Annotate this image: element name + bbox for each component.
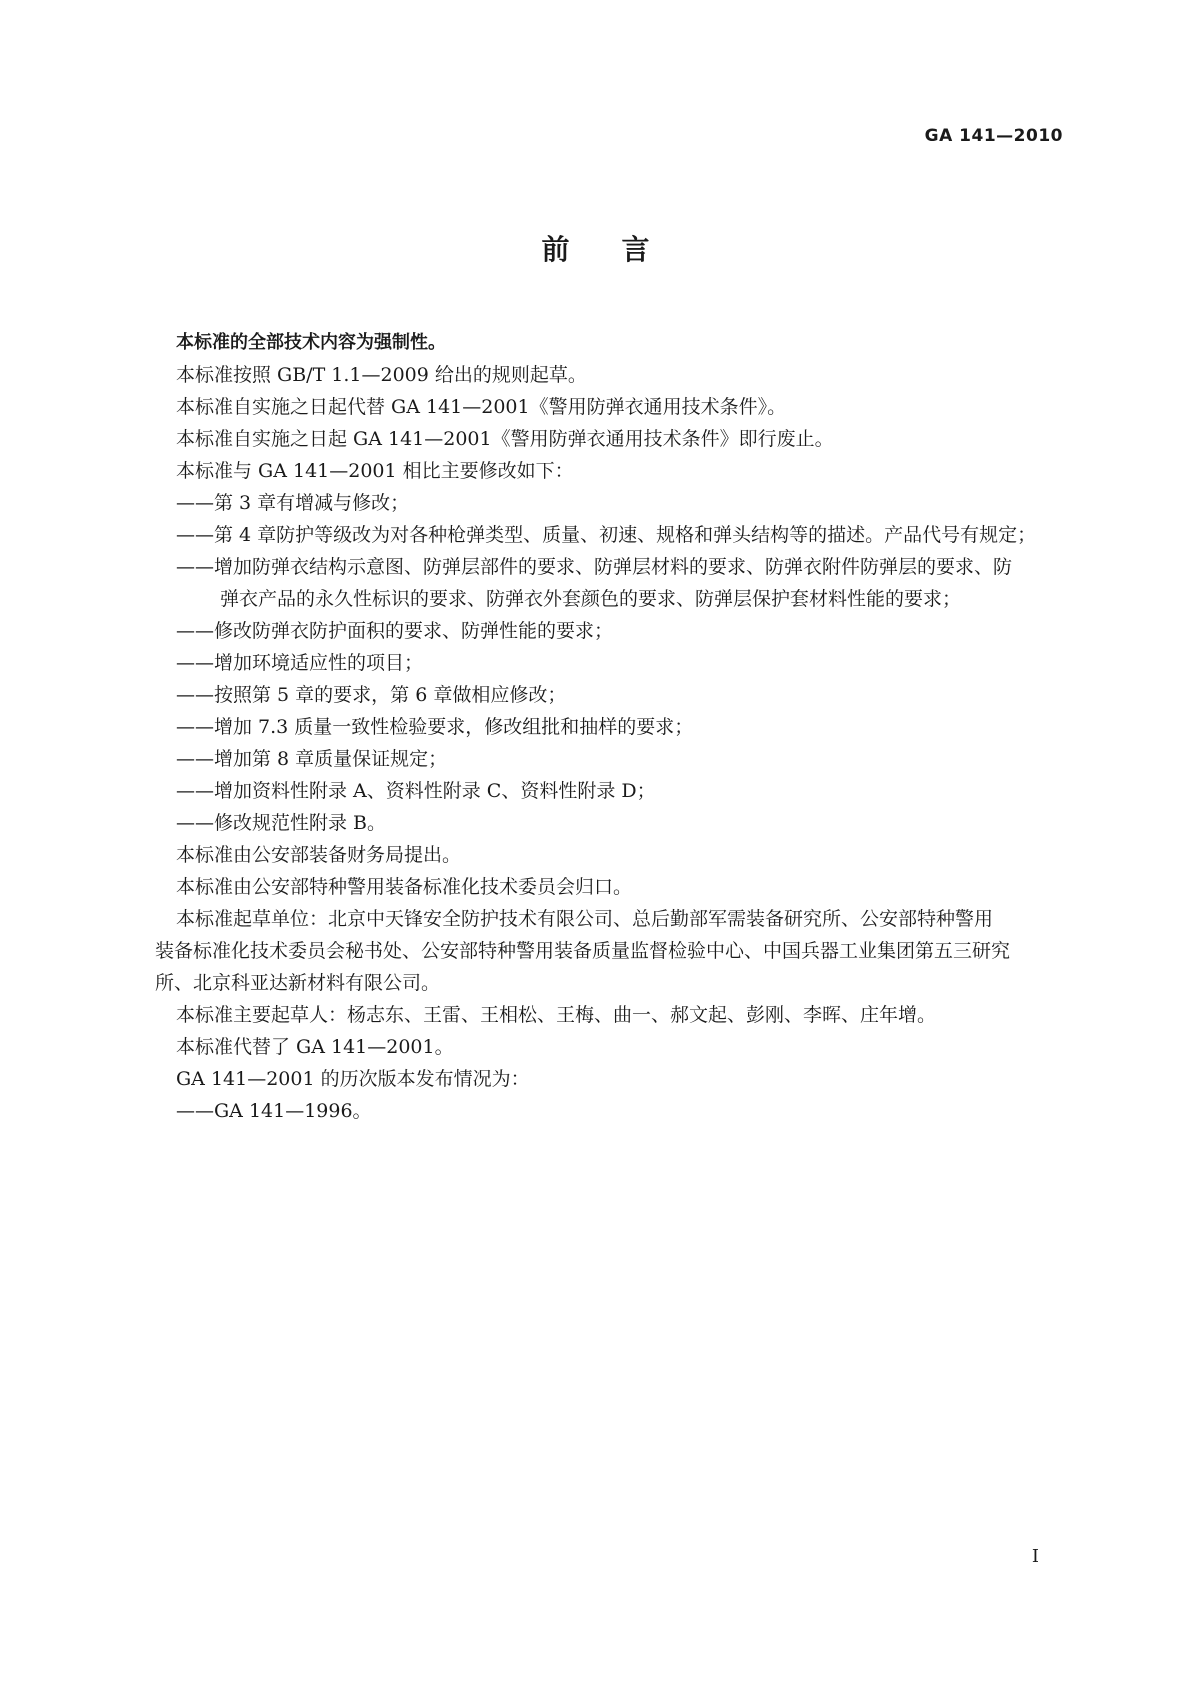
page-number: I: [1031, 1546, 1039, 1567]
paragraph-drafting-units-continuation: 所、北京科亚达新材料有限公司。: [155, 972, 441, 994]
history-item: ——GA 141—1996。: [176, 1100, 372, 1122]
change-item: ——按照第 5 章的要求，第 6 章做相应修改；: [176, 684, 567, 706]
change-item-continuation: 弹衣产品的永久性标识的要求、防弹衣外套颜色的要求、防弹层保护套材料性能的要求；: [220, 588, 962, 610]
paragraph-supersedes: 本标准代替了 GA 141—2001。: [176, 1036, 454, 1058]
change-item: ——增加第 8 章质量保证规定；: [176, 748, 448, 770]
standard-code: GA 141—2010: [924, 126, 1063, 146]
change-item: ——修改规范性附录 B。: [176, 812, 387, 834]
paragraph-abolished: 本标准自实施之日起 GA 141—2001《警用防弹衣通用技术条件》即行废止。: [176, 428, 834, 450]
change-item: ——增加 7.3 质量一致性检验要求，修改组批和抽样的要求；: [176, 716, 694, 738]
change-item: ——增加资料性附录 A、资料性附录 C、资料性附录 D；: [176, 780, 656, 802]
change-item: ——第 3 章有增减与修改；: [176, 492, 410, 514]
paragraph-centralized-by: 本标准由公安部特种警用装备标准化技术委员会归口。: [176, 876, 633, 898]
change-item: ——第 4 章防护等级改为对各种枪弹类型、质量、初速、规格和弹头结构等的描述。产品代号有规定；: [176, 524, 1037, 546]
paragraph-drafting-units-continuation: 装备标准化技术委员会秘书处、公安部特种警用装备质量监督检验中心、中国兵器工业集团第五三研究: [155, 940, 1011, 962]
paragraph-changes-intro: 本标准与 GA 141—2001 相比主要修改如下：: [176, 460, 574, 482]
paragraph-drafters: 本标准主要起草人：杨志东、王雷、王相松、王梅、曲一、郝文起、彭刚、李晖、庄年增。: [176, 1004, 937, 1026]
change-item: ——增加环境适应性的项目；: [176, 652, 424, 674]
paragraph-proposed-by: 本标准由公安部装备财务局提出。: [176, 844, 462, 866]
change-item: ——增加防弹衣结构示意图、防弹层部件的要求、防弹层材料的要求、防弹衣附件防弹层的要求、防: [176, 556, 1013, 578]
paragraph-mandatory: 本标准的全部技术内容为强制性。: [176, 332, 446, 353]
paragraph-history-intro: GA 141—2001 的历次版本发布情况为：: [176, 1068, 530, 1090]
change-item: ——修改防弹衣防护面积的要求、防弹性能的要求；: [176, 620, 614, 642]
paragraph-replaces: 本标准自实施之日起代替 GA 141—2001《警用防弹衣通用技术条件》。: [176, 396, 787, 418]
document-body: [155, 327, 1066, 1127]
paragraph-drafting-units: 本标准起草单位：北京中天锋安全防护技术有限公司、总后勤部军需装备研究所、公安部特种警用: [176, 908, 994, 930]
paragraph-drafting-rules: 本标准按照 GB/T 1.1—2009 给出的规则起草。: [176, 364, 587, 386]
page-title: 前言: [541, 233, 702, 266]
